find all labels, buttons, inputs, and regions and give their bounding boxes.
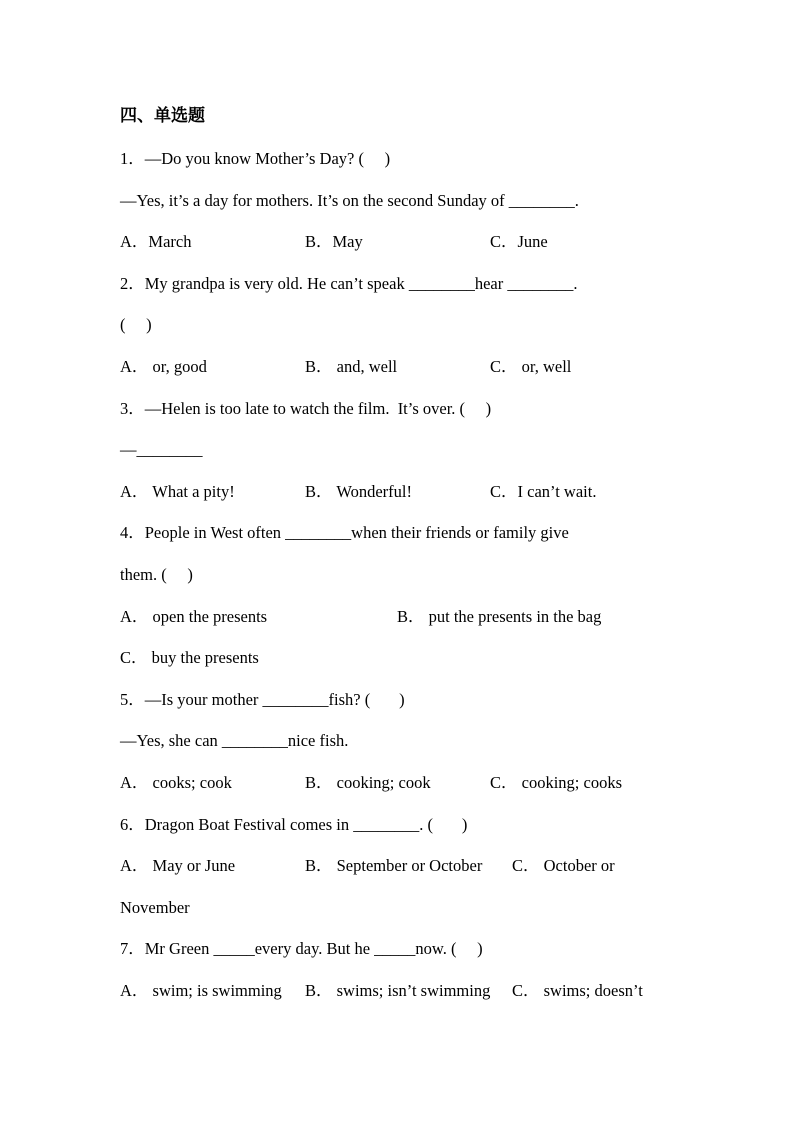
- question-7-option-a[interactable]: A． swim; is swimming: [120, 981, 282, 1000]
- question-4-option-a[interactable]: A． open the presents: [120, 607, 268, 626]
- question-3-stem: 3．—Helen is too late to watch the film. It’s over. ( ): [120, 399, 492, 418]
- question-3-option-a[interactable]: A． What a pity!: [120, 482, 235, 501]
- question-6-stem: 6．Dragon Boat Festival comes in ________. ( ): [120, 815, 468, 834]
- question-4-option-c[interactable]: C． buy the presents: [120, 648, 259, 667]
- section-title: 四、单选题: [120, 106, 205, 125]
- question-7-option-b[interactable]: B． swims; isn’t swimming: [305, 981, 491, 1000]
- question-4-option-b[interactable]: B． put the presents in the bag: [397, 607, 602, 626]
- question-1-option-a[interactable]: A．March: [120, 232, 192, 251]
- question-2-option-b[interactable]: B． and, well: [305, 357, 398, 376]
- question-7-stem: 7．Mr Green _____every day. But he _____now. ( ): [120, 939, 483, 958]
- question-2-option-c[interactable]: C． or, well: [490, 357, 572, 376]
- question-6-option-c-continuation: November: [120, 898, 190, 917]
- question-6-option-a[interactable]: A． May or June: [120, 856, 236, 875]
- question-6-option-b[interactable]: B． September or October: [305, 856, 483, 875]
- question-7-option-c[interactable]: C． swims; doesn’t: [512, 981, 643, 1000]
- question-1-line-2: —Yes, it’s a day for mothers. It’s on the second Sunday of ________.: [120, 191, 579, 210]
- question-2-option-a[interactable]: A． or, good: [120, 357, 207, 376]
- question-1-option-b[interactable]: B．May: [305, 232, 363, 251]
- question-5-option-b[interactable]: B． cooking; cook: [305, 773, 431, 792]
- question-3-line-2: —________: [120, 440, 203, 459]
- question-2-stem: 2．My grandpa is very old. He can’t speak ________hear ________.: [120, 274, 578, 293]
- question-4-stem: 4．People in West often ________when their friends or family give: [120, 523, 569, 542]
- question-3-option-b[interactable]: B． Wonderful!: [305, 482, 412, 501]
- question-5-stem: 5．—Is your mother ________fish? ( ): [120, 690, 405, 709]
- question-5-line-2: —Yes, she can ________nice fish.: [120, 731, 349, 750]
- question-1-option-c[interactable]: C．June: [490, 232, 548, 251]
- question-5-option-c[interactable]: C． cooking; cooks: [490, 773, 622, 792]
- question-6-option-c[interactable]: C． October or: [512, 856, 615, 875]
- question-1-stem: 1．—Do you know Mother’s Day? ( ): [120, 149, 391, 168]
- question-4-line-2: them. ( ): [120, 565, 193, 584]
- question-5-option-a[interactable]: A． cooks; cook: [120, 773, 232, 792]
- question-3-option-c[interactable]: C．I can’t wait.: [490, 482, 597, 501]
- question-2-line-2: ( ): [120, 315, 152, 334]
